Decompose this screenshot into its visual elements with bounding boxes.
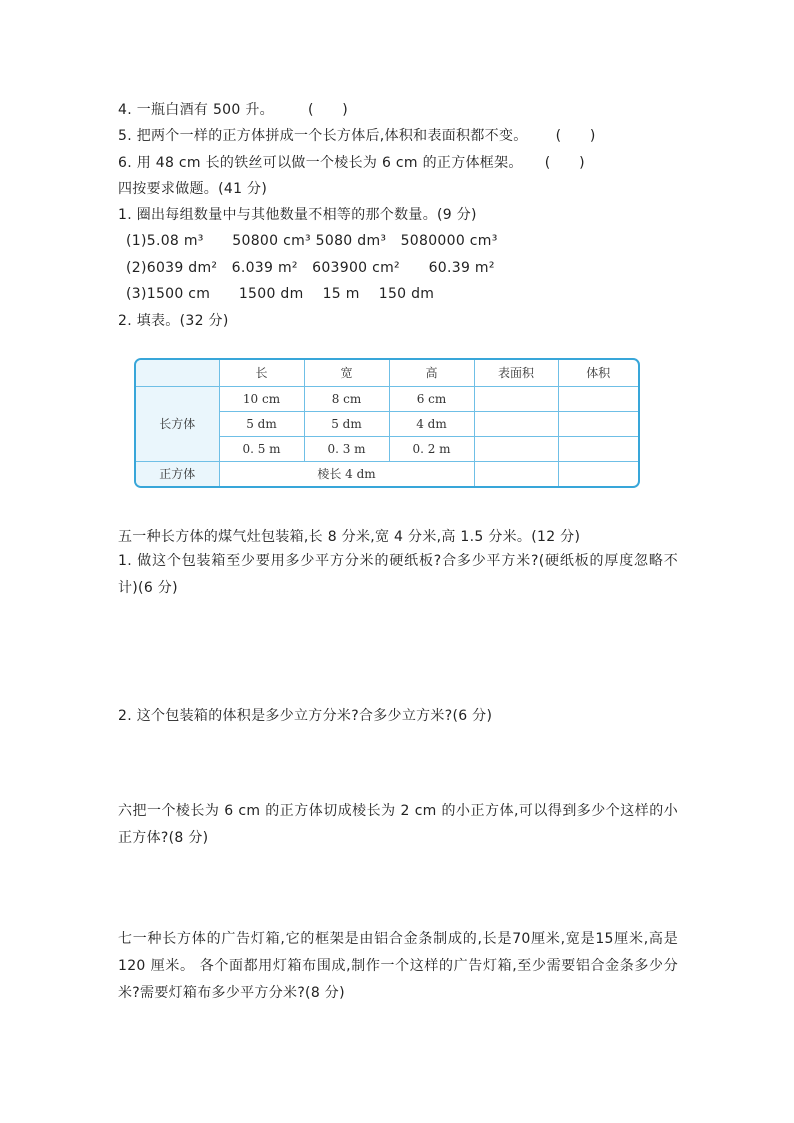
table-cell: 5 dm [219,411,304,436]
table-cell: 6 cm [389,386,474,411]
table-header-surface-area: 表面积 [474,360,558,386]
answer-blank-6[interactable]: ( ) [544,155,585,171]
judge-item-6-text: 6. 用 48 cm 长的铁丝可以做一个棱长为 6 cm 的正方体框架。 [118,155,523,171]
table-cell: 0. 2 m [389,436,474,461]
unit-group-1: (1)5.08 m³ 50800 cm³ 5080 dm³ 5080000 cm³ [126,233,498,249]
cube-label: 正方体 [136,461,219,486]
section5-title: 五一种长方体的煤气灶包装箱,长 8 分米,宽 4 分米,高 1.5 分米。(12 分) [118,529,581,545]
table-cell: 0. 5 m [219,436,304,461]
section4-question-1: 1. 圈出每组数量中与其他数量不相等的那个数量。(9 分) [118,207,477,223]
judge-item-6 [118,154,585,172]
cube-edge-cell: 棱长 4 dm [219,461,474,486]
section4-title: 四按要求做题。(41 分) [118,181,268,197]
judge-item-4-text: 4. 一瓶白酒有 500 升。 [118,102,274,118]
volume-answer-cell[interactable] [558,386,638,411]
answer-blank-4[interactable]: ( ) [307,102,349,118]
cuboid-label: 长方体 [136,386,219,461]
table-cell: 5 dm [304,411,389,436]
judge-item-5 [118,127,596,145]
table-header-width: 宽 [304,360,389,386]
surface-area-answer-cell[interactable] [474,386,558,411]
table-cell: 0. 3 m [304,436,389,461]
volume-answer-cell[interactable] [558,411,638,436]
table-row [136,386,638,411]
surface-area-answer-cell[interactable] [474,436,558,461]
section5-question-2: 2. 这个包装箱的体积是多少立方分米?合多少立方米?(6 分) [118,708,493,724]
table-cell: 10 cm [219,386,304,411]
unit-group-3: (3)1500 cm 1500 dm 15 m 150 dm [126,286,435,302]
table-header-length: 长 [219,360,304,386]
surface-area-answer-cell[interactable] [474,411,558,436]
volume-answer-cell[interactable] [558,436,638,461]
section6-question: 六把一个棱长为 6 cm 的正方体切成棱长为 2 cm 的小正方体,可以得到多少个这样的小正方体?(8 分) [118,803,678,846]
section7-question: 七一种长方体的广告灯箱,它的框架是由铝合金条制成的,长是70厘米,宽是15厘米,高是 120 厘米。 各个面都用灯箱布围成,制作一个这样的广告灯箱,至少需要铝合金条多少分米?需要灯箱布多少平方分米?(8 分) [118,931,678,1001]
table-cell: 8 cm [304,386,389,411]
table-row [136,461,638,486]
fill-in-table [134,358,640,488]
table-header-volume: 体积 [558,360,638,386]
volume-answer-cell[interactable] [558,461,638,486]
table-header-height: 高 [389,360,474,386]
section4-question-2: 2. 填表。(32 分) [118,313,229,329]
judge-item-5-text: 5. 把两个一样的正方体拼成一个长方体后,体积和表面积都不变。 [118,128,528,144]
table-cell: 4 dm [389,411,474,436]
answer-blank-5[interactable]: ( ) [555,128,596,144]
section5-question-1: 1. 做这个包装箱至少要用多少平方分米的硬纸板?合多少平方米?(硬纸板的厚度忽略不计)(6 分) [118,553,678,596]
surface-area-answer-cell[interactable] [474,461,558,486]
judge-item-4 [118,101,348,119]
unit-group-2: (2)6039 dm² 6.039 m² 603900 cm² 60.39 m² [126,260,495,276]
table-header-corner [136,360,219,386]
